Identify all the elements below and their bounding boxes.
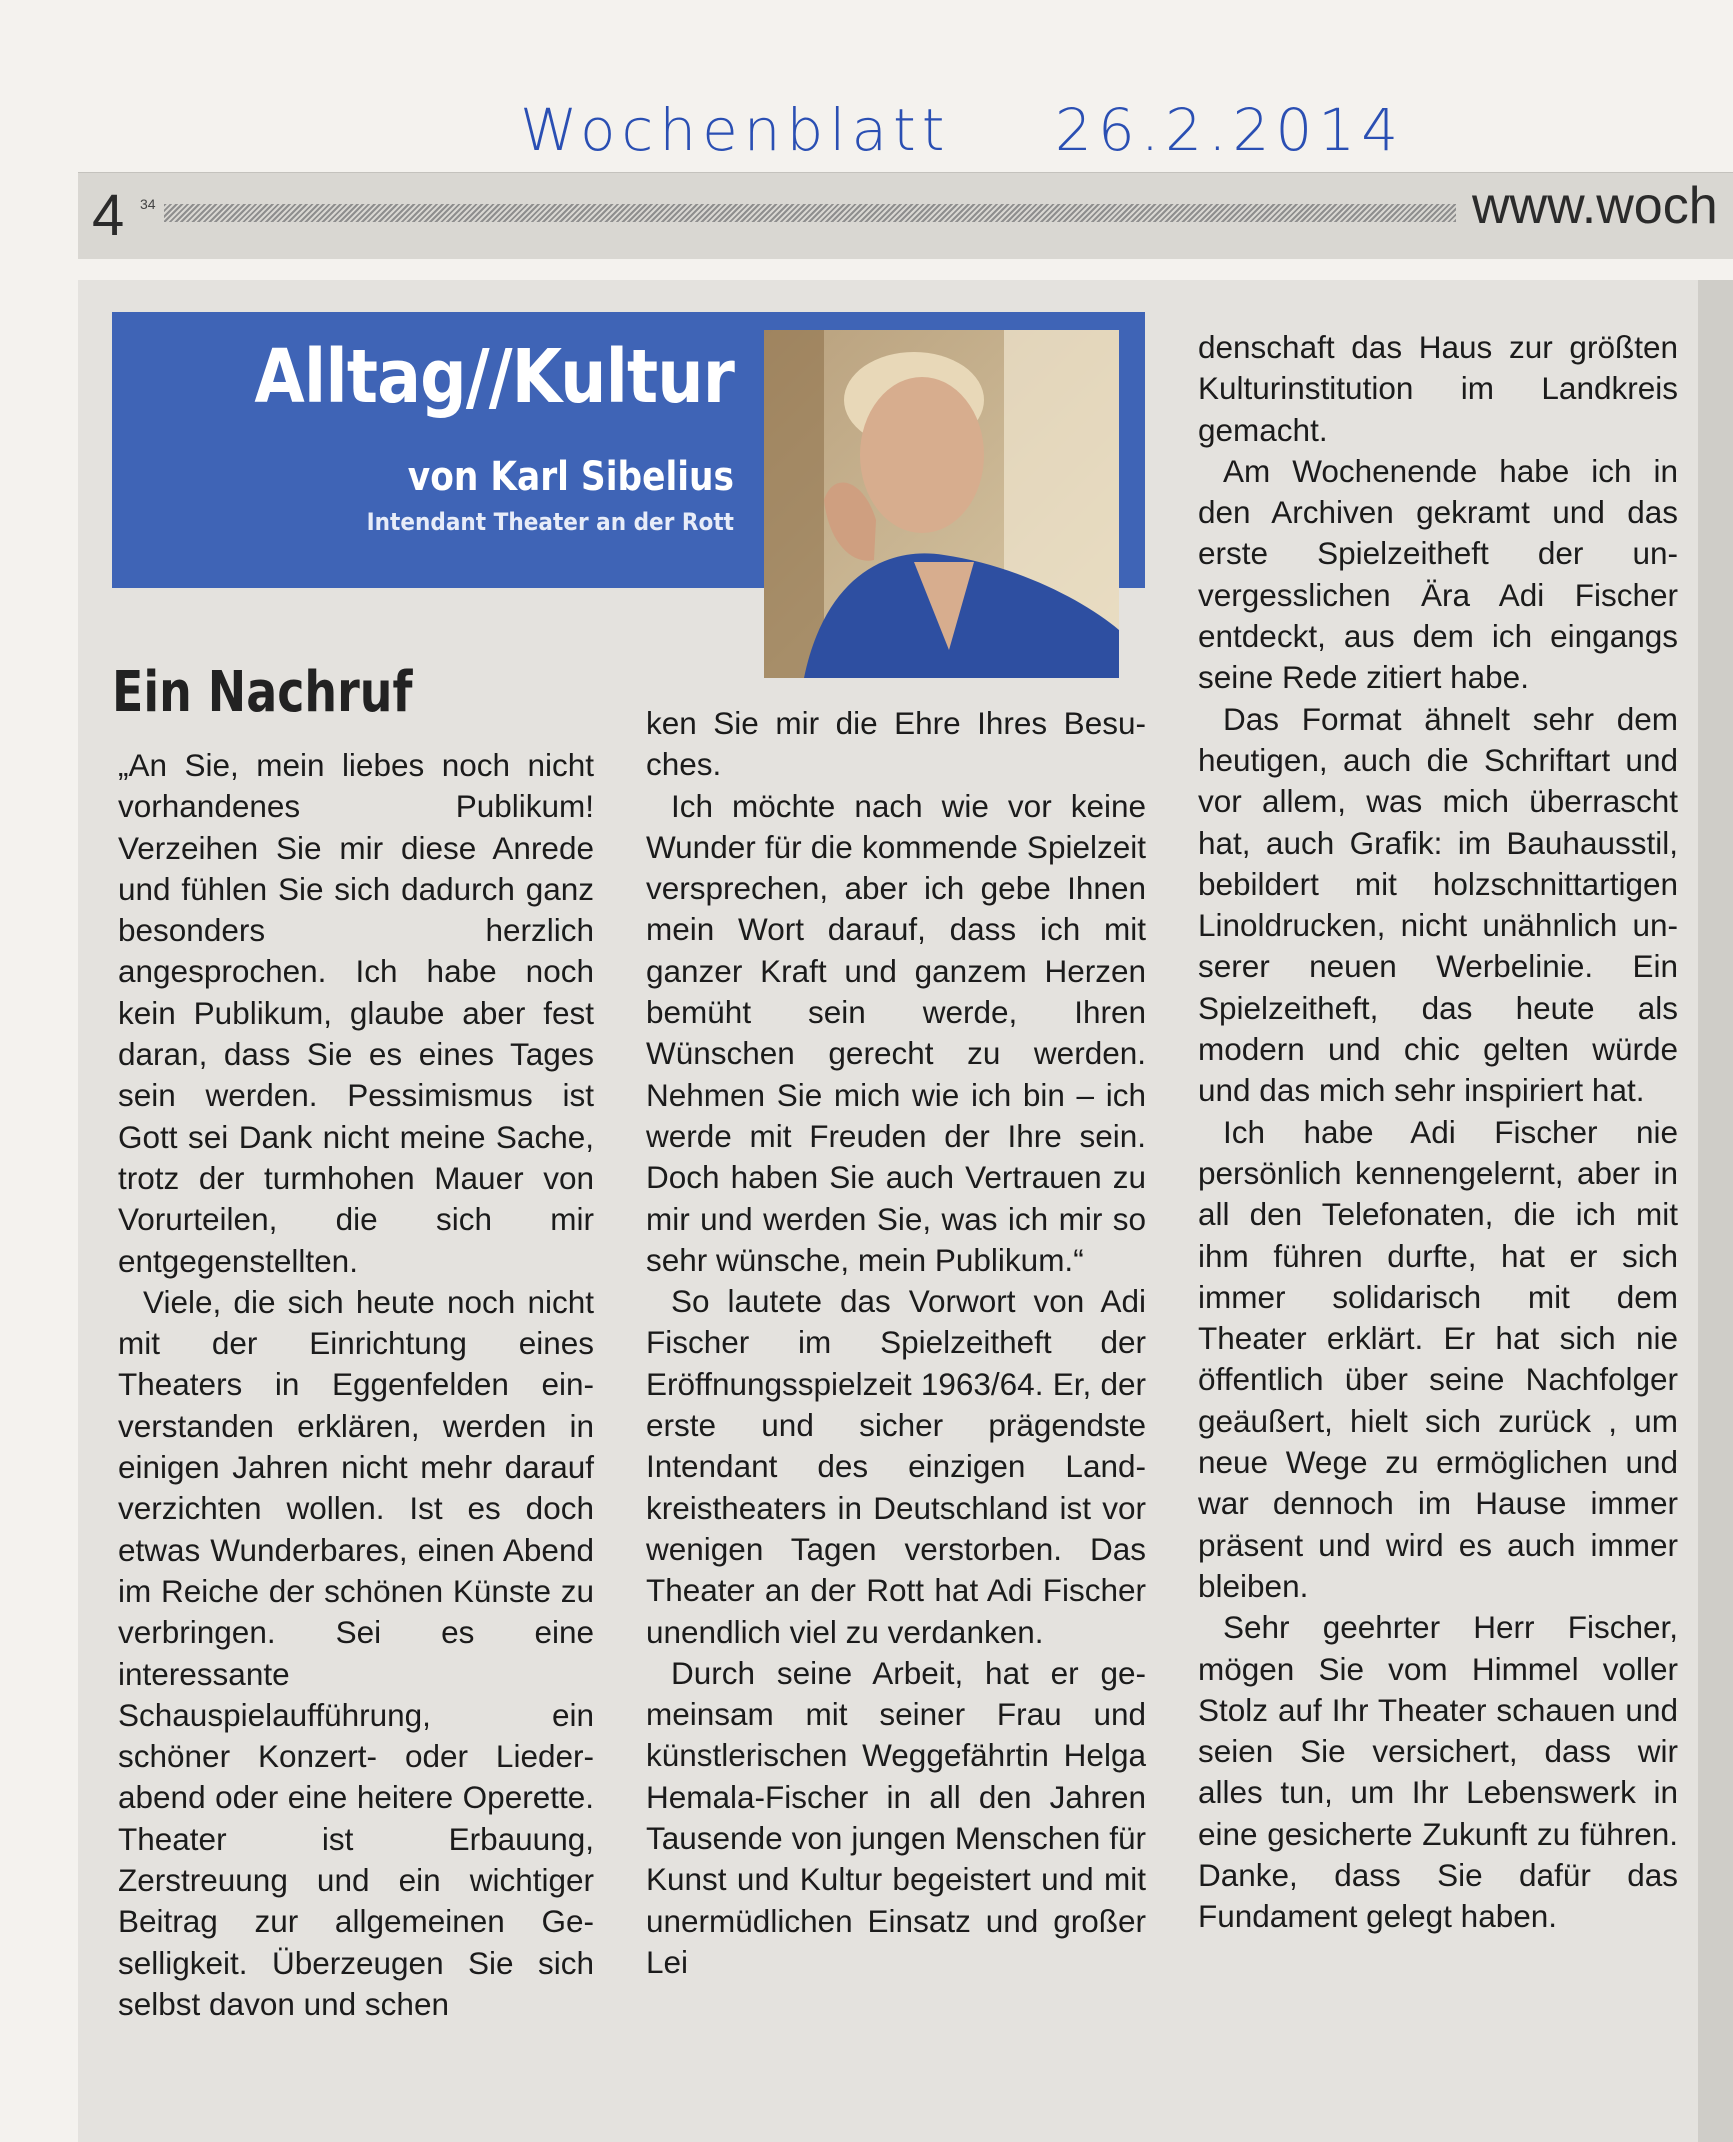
- adjacent-article-edge: [1698, 280, 1733, 2142]
- paragraph: Am Wochenende habe ich in den Archiven gekramt und das erste Spielzeitheft der unvergesslichen Ära Adi Fischer entdeckt, aus dem ich eingangs seine Rede zitiert habe.: [1198, 452, 1678, 696]
- handwritten-date: 26.2.2014: [1054, 96, 1405, 164]
- site-url: www.woch: [1472, 177, 1718, 235]
- author-portrait: [764, 330, 1119, 678]
- handwritten-annotation: [520, 96, 1480, 164]
- article-column-2: [646, 703, 1146, 1983]
- paragraph: So lautete das Vorwort von Adi Fischer im Spielzeitheft der Eröffnungsspielzeit 1963/64. Er, der erste und sicher prägendste Intendant des einzigen Landkreistheaters in Deutschland ist vor wenigen Tagen verstorben. Das Theater an der Rott hat Adi Fischer unendlich viel zu verdanken.: [646, 1283, 1146, 1650]
- author-role: Intendant Theater an der Rott: [366, 508, 734, 536]
- column-title: Alltag//Kultur: [254, 334, 735, 420]
- article-heading: Ein Nachruf: [112, 660, 413, 725]
- page-superscript: 34: [140, 196, 156, 212]
- article-column-3: [1198, 327, 1678, 1938]
- paragraph: Ich habe Adi Fischer nie persönlich kennengelernt, aber in all den Telefonaten, die ich mit ihm führen durfte, hat er sich immer solidarisch mit dem Theater erklärt. Er hat sich nie öffentlich über seine Nachfolger geäußert, hielt sich zurück , um neue Wege zu ermöglichen und war dennoch im Hause immer präsent und wird es auch immer bleiben.: [1198, 1113, 1678, 1604]
- handwritten-publication: Wochenblatt: [520, 96, 951, 164]
- paragraph: „An Sie, mein liebes noch nicht vorhandenes Publikum! Verzeihen Sie mir diese Anrede und fühlen Sie sich dadurch ganz besonders herzlich angesprochen. Ich habe noch kein Publikum, glaube aber fest daran, dass Sie es eines Tages sein werden. Pessimismus ist Gott sei Dank nicht meine Sache, trotz der turmhohen Mauer von Vorurteilen, die sich mir entgegenstellten.: [118, 747, 594, 1279]
- page-number: 4: [92, 183, 125, 248]
- paragraph: Viele, die sich heute noch nicht mit der Einrichtung eines Theaters in Eggenfelden einverstanden erklären, werden in einigen Jahren nicht mehr darauf verzichten wollen. Ist es doch etwas Wunderbares, einen Abend im Reiche der schönen Künste zu verbringen. Sei es eine interessante Schauspielaufführung, ein schöner Konzert- oder Liederabend oder eine heitere Operette. Theater ist Erbauung, Zerstreuung und ein wichtiger Beitrag zur allgemeinen Geselligkeit. Überzeugen Sie sich selbst davon und schen: [118, 1283, 594, 2022]
- paragraph: Sehr geehrter Herr Fischer, mögen Sie vom Himmel voller Stolz auf Ihr Theater schauen und seien Sie versichert, dass wir alles tun, um Ihr Lebenswerk in eine gesicherte Zukunft zu führen. Danke, dass Sie dafür das Fundament gelegt haben.: [1198, 1609, 1678, 1935]
- column-author: von Karl Sibelius: [407, 454, 734, 500]
- article-column-1: [118, 745, 594, 2025]
- portrait-image: [764, 330, 1119, 678]
- paragraph: ken Sie mir die Ehre Ihres Besuches.: [646, 705, 1146, 783]
- paragraph: Das Format ähnelt sehr dem heutigen, auch die Schriftart und vor allem, was mich überrascht hat, auch Grafik: im Bauhausstil, bebildert mit holzschnittartigen Linoldrucken, nicht unähnlich unserer neuen Werbelinie. Ein Spielzeitheft, das heute als modern und chic gelten würde und das mich sehr inspiriert hat.: [1198, 700, 1678, 1109]
- paragraph: Ich möchte nach wie vor keine Wunder für die kommende Spielzeit versprechen, aber ich gebe Ihnen mein Wort darauf, dass ich mit ganzer Kraft und ganzem Herzen bemüht sein werde, Ihren Wünschen gerecht zu werden. Nehmen Sie mich wie ich bin – ich werde mit Freuden der Ihre sein. Doch haben Sie auch Vertrauen zu mir und werden Sie, was ich mir so sehr wünsche, mein Publikum.“: [646, 787, 1146, 1278]
- header-rule: [164, 204, 1456, 222]
- paragraph: denschaft das Haus zur größten Kulturinstitution im Landkreis gemacht.: [1198, 329, 1678, 448]
- paragraph: Durch seine Arbeit, hat er gemeinsam mit seiner Frau und künstlerischen Weggefährtin Helga Hemala-Fischer in all den Jahren Tausende von jungen Menschen für Kunst und Kultur begeistert und mit unermüdlichen Einsatz und großer Lei: [646, 1654, 1146, 1980]
